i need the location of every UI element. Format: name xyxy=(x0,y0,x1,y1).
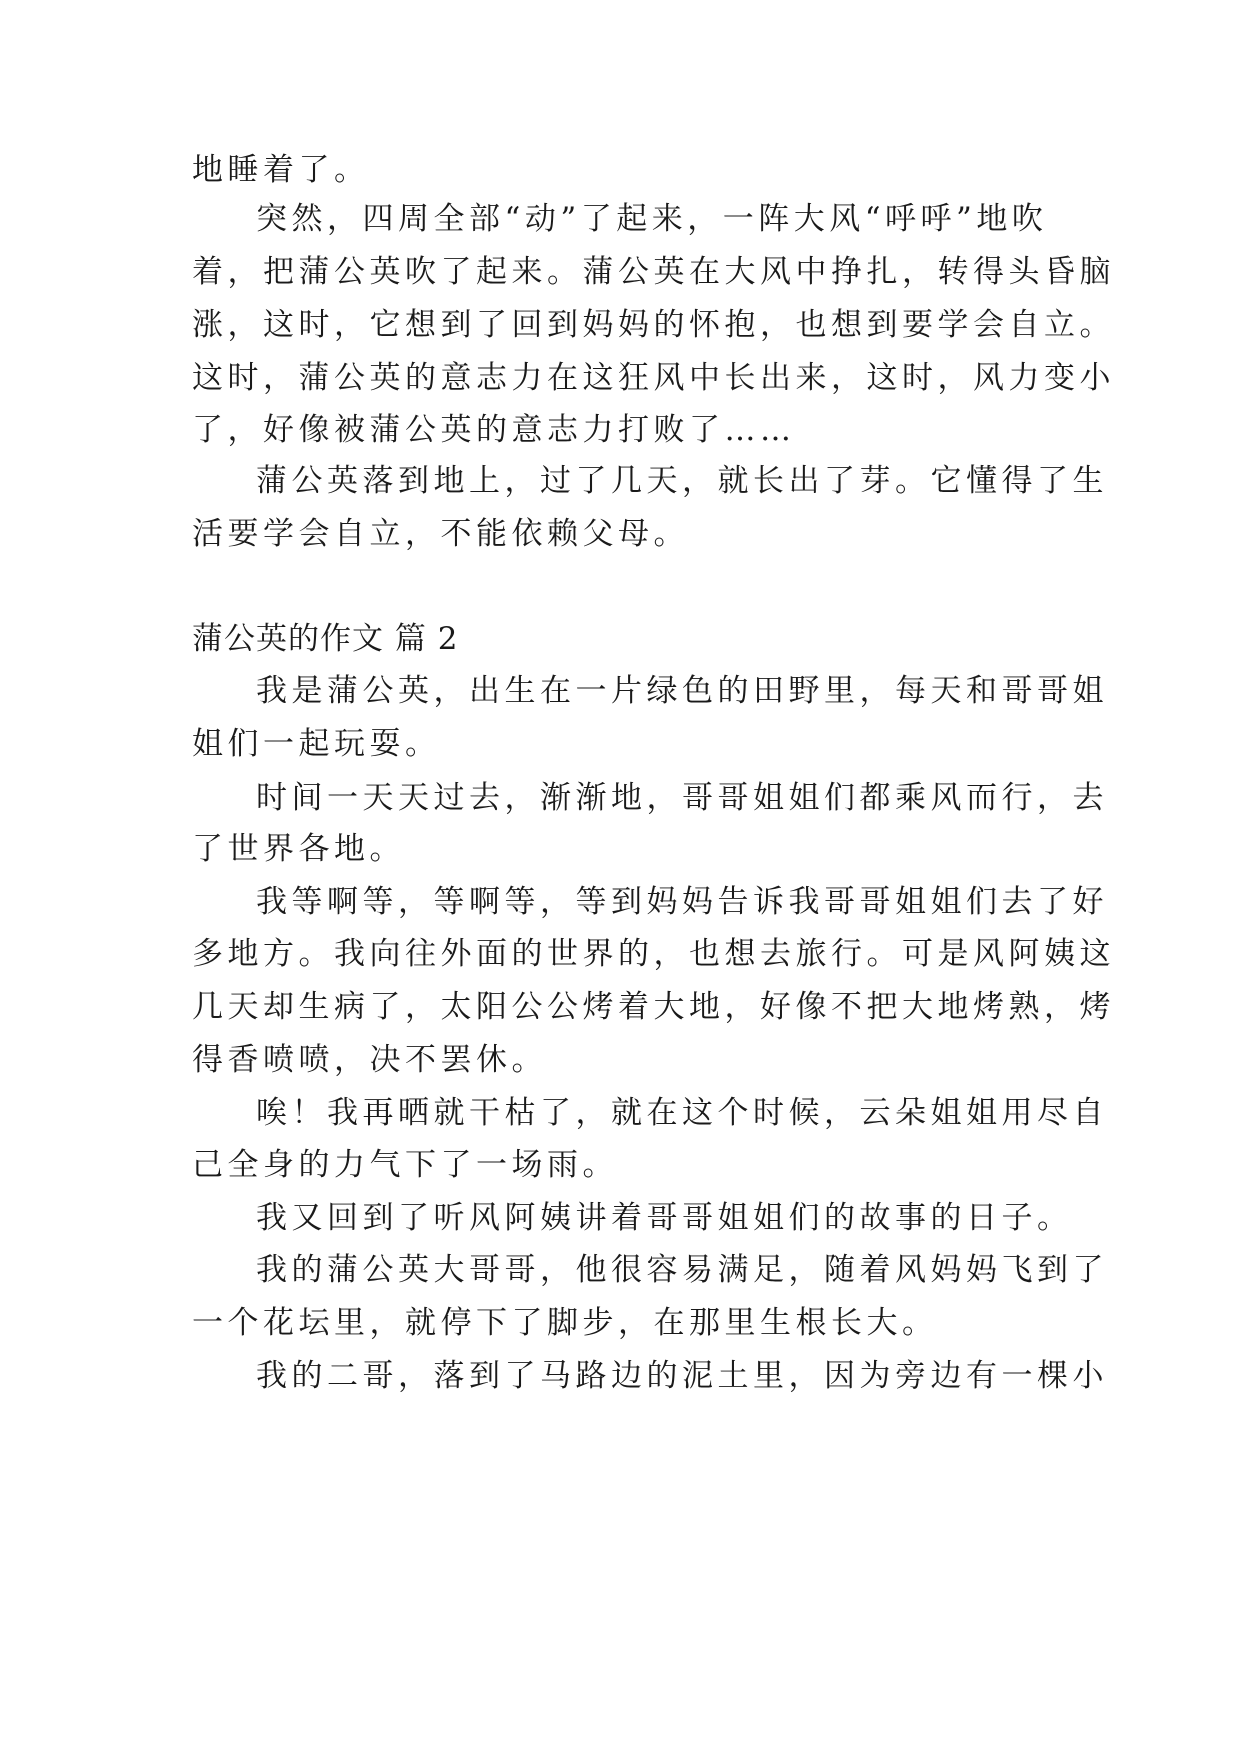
text-line: 己全身的力气下了一场雨。 xyxy=(192,1147,618,1183)
text-line: 了，好像被蒲公英的意志力打败了…… xyxy=(192,412,796,448)
text-line: 我等啊等，等啊等，等到妈妈告诉我哥哥姐姐们去了好 xyxy=(256,884,1108,920)
text-line: 蒲公英落到地上，过了几天，就长出了芽。它懂得了生 xyxy=(256,463,1108,499)
text-line: 得香喷喷，决不罢休。 xyxy=(192,1042,547,1078)
text-line: 了世界各地。 xyxy=(192,831,405,867)
text-line: 涨，这时，它想到了回到妈妈的怀抱，也想到要学会自立。 xyxy=(192,307,1115,343)
section-heading: 蒲公英的作文 篇 2 xyxy=(192,621,459,657)
text-line: 一个花坛里，就停下了脚步，在那里生根长大。 xyxy=(192,1305,938,1341)
text-line: 这时，蒲公英的意志力在这狂风中长出来，这时，风力变小 xyxy=(192,360,1115,396)
text-line: 我的二哥，落到了马路边的泥土里，因为旁边有一棵小 xyxy=(256,1358,1108,1394)
text-line: 姐们一起玩耍。 xyxy=(192,726,441,762)
text-line: 地睡着了。 xyxy=(192,152,370,188)
text-line: 多地方。我向往外面的世界的，也想去旅行。可是风阿姨这 xyxy=(192,936,1115,972)
text-line: 突然，四周全部“动”了起来，一阵大风“呼呼”地吹 xyxy=(256,201,1048,237)
text-line: 活要学会自立，不能依赖父母。 xyxy=(192,516,689,552)
text-line: 我的蒲公英大哥哥，他很容易满足，随着风妈妈飞到了 xyxy=(256,1252,1108,1288)
text-line: 时间一天天过去，渐渐地，哥哥姐姐们都乘风而行，去 xyxy=(256,780,1108,816)
text-line: 唉！我再晒就干枯了，就在这个时候，云朵姐姐用尽自 xyxy=(256,1095,1108,1131)
text-line: 我是蒲公英，出生在一片绿色的田野里，每天和哥哥姐 xyxy=(256,673,1108,709)
text-line: 几天却生病了，太阳公公烤着大地，好像不把大地烤熟，烤 xyxy=(192,989,1115,1025)
text-line: 我又回到了听风阿姨讲着哥哥姐姐们的故事的日子。 xyxy=(256,1200,1073,1236)
text-line: 着，把蒲公英吹了起来。蒲公英在大风中挣扎，转得头昏脑 xyxy=(192,254,1115,290)
